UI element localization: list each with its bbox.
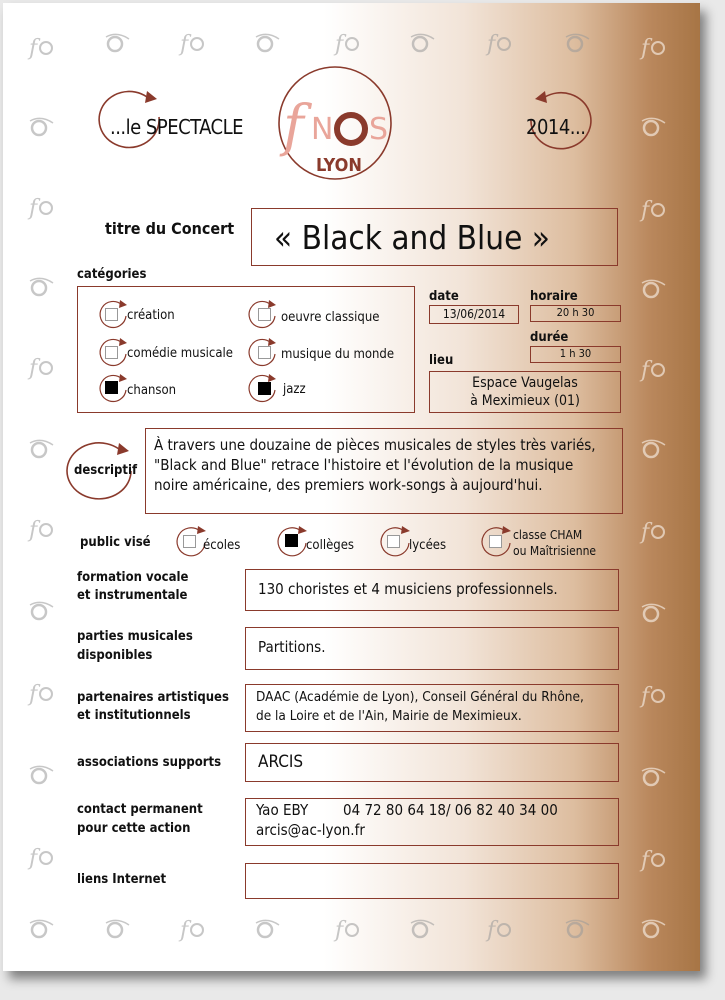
description-line2: "Black and Blue" retrace l'histoire et l'évolution de la musique (154, 456, 574, 474)
fc-watermark-icon (27, 679, 55, 707)
svg-text:f: f (335, 32, 344, 57)
partenaires-value1: DAAC (Académie de Lyon), Conseil Général du Rhône, (256, 689, 584, 705)
fc-watermark-icon (485, 29, 513, 57)
fc-watermark-icon (639, 599, 667, 627)
associations-label: associations supports (77, 755, 222, 770)
audience-cham-label1: classe CHAM (513, 528, 583, 542)
checkbox-oeuvre-classique[interactable] (258, 308, 271, 321)
public-vise-label: public visé (80, 535, 151, 550)
horaire-label: horaire (530, 289, 578, 304)
svg-text:f: f (641, 848, 650, 873)
fc-watermark-icon (639, 113, 667, 141)
fc-watermark-icon (103, 29, 131, 57)
checkbox-comedie-musicale[interactable] (105, 346, 118, 359)
svg-text:f: f (29, 682, 38, 707)
contact-email[interactable]: arcis@ac-lyon.fr (256, 821, 365, 839)
logo-city: LYON (316, 155, 362, 176)
year-label: 2014... (526, 115, 586, 139)
fc-watermark-icon (27, 193, 55, 221)
fc-watermark-icon (27, 915, 55, 943)
fc-watermark-icon (103, 915, 131, 943)
lieu-label: lieu (429, 353, 454, 368)
svg-text:S: S (369, 112, 389, 147)
fc-watermark-icon (639, 681, 667, 709)
spectacle-label: ...le SPECTACLE (110, 115, 243, 139)
partenaires-value2: de la Loire et de l'Ain, Mairie de Meximieux. (256, 708, 522, 724)
checkbox-colleges[interactable] (285, 534, 298, 547)
contact-label2: pour cette action (77, 821, 191, 836)
partenaires-label1: partenaires artistiques (77, 690, 229, 705)
fc-watermark-icon (27, 33, 55, 61)
fc-watermark-icon (408, 29, 436, 57)
fc-watermark-icon (639, 845, 667, 873)
fc-watermark-icon (27, 761, 55, 789)
formation-label2: et instrumentale (77, 588, 188, 603)
fc-watermark-icon (27, 113, 55, 141)
concert-title-label: titre du Concert (105, 219, 235, 238)
category-creation-label: création (127, 308, 175, 323)
fc-watermark-icon (639, 275, 667, 303)
description-line1: À travers une douzaine de pièces musicales de styles très variés, (154, 436, 596, 454)
date-label: date (429, 289, 459, 304)
fc-watermark-icon (639, 915, 667, 943)
fc-watermark-icon (408, 915, 436, 943)
fc-watermark-icon (563, 29, 591, 57)
fc-watermark-icon (639, 763, 667, 791)
checkbox-jazz[interactable] (258, 382, 271, 395)
svg-text:f: f (487, 918, 496, 943)
svg-text:f: f (180, 32, 189, 57)
liens-value (245, 863, 619, 899)
fc-watermark-icon (27, 843, 55, 871)
checkbox-creation[interactable] (105, 308, 118, 321)
svg-text:f: f (487, 32, 496, 57)
svg-text:f: f (29, 846, 38, 871)
audience-ecoles-label: écoles (203, 538, 241, 553)
fc-watermark-icon (333, 29, 361, 57)
category-musique-du-monde-label: musique du monde (281, 347, 395, 362)
checkbox-ecoles[interactable] (183, 535, 196, 548)
audience-lycees-label: lycées (409, 538, 447, 553)
parties-label1: parties musicales (77, 629, 193, 644)
audience-cham-label2: ou Maîtrisienne (513, 544, 597, 558)
parties-value: Partitions. (245, 627, 619, 670)
svg-text:f: f (283, 94, 304, 159)
audience-colleges-label: collèges (306, 538, 355, 553)
fc-watermark-icon (639, 195, 667, 223)
svg-text:f: f (29, 518, 38, 543)
fc-watermark-icon (639, 435, 667, 463)
svg-text:f: f (29, 356, 38, 381)
svg-text:f: f (29, 196, 38, 221)
formation-value: 130 choristes et 4 musiciens professionnels. (245, 569, 619, 611)
fc-watermark-icon (639, 517, 667, 545)
fc-watermark-icon (27, 273, 55, 301)
svg-text:f: f (335, 918, 344, 943)
fc-watermark-icon (485, 915, 513, 943)
fc-watermark-icon (27, 515, 55, 543)
fc-watermark-icon (639, 33, 667, 61)
parties-label2: disponibles (77, 648, 153, 663)
fc-watermark-icon (178, 29, 206, 57)
date-value: 13/06/2014 (429, 305, 519, 324)
descriptif-label: descriptif (74, 463, 138, 478)
duree-label: durée (530, 330, 569, 345)
categories-heading: catégories (77, 267, 147, 282)
fc-watermark-icon (639, 355, 667, 383)
svg-text:f: f (180, 918, 189, 943)
category-comedie-musicale-label: comédie musicale (127, 346, 233, 361)
fc-watermark-icon (253, 915, 281, 943)
lieu-line1: Espace Vaugelas (472, 375, 578, 391)
svg-text:f: f (641, 36, 650, 61)
program-sheet (3, 3, 700, 971)
svg-text:f: f (641, 520, 650, 545)
checkbox-chanson[interactable] (105, 381, 118, 394)
horaire-value: 20 h 30 (530, 305, 621, 322)
description-line3: noire américaine, des premiers work-songs à aujourd'hui. (154, 476, 543, 494)
category-oeuvre-classique-label: oeuvre classique (281, 310, 380, 325)
fc-watermark-icon (563, 915, 591, 943)
fc-watermark-icon (27, 353, 55, 381)
formation-label1: formation vocale (77, 570, 189, 585)
checkbox-lycees[interactable] (387, 535, 400, 548)
fc-watermark-icon (27, 597, 55, 625)
svg-text:N: N (311, 112, 334, 147)
duree-value: 1 h 30 (530, 346, 621, 363)
partenaires-label2: et institutionnels (77, 708, 191, 723)
checkbox-musique-du-monde[interactable] (258, 346, 271, 359)
svg-text:f: f (641, 358, 650, 383)
fc-watermark-icon (253, 29, 281, 57)
contact-name: Yao EBY (256, 801, 309, 819)
fc-watermark-icon (178, 915, 206, 943)
lieu-line2: à Meximieux (01) (470, 393, 580, 409)
contact-phone: 04 72 80 64 18/ 06 82 40 34 00 (343, 801, 558, 819)
associations-value: ARCIS (245, 743, 619, 782)
category-jazz-label: jazz (283, 382, 306, 397)
fc-watermark-icon (333, 915, 361, 943)
concert-title-value: « Black and Blue » (251, 208, 618, 266)
contact-label1: contact permanent (77, 802, 203, 817)
fc-watermark-icon (27, 435, 55, 463)
checkbox-classe-cham[interactable] (489, 535, 502, 548)
svg-text:f: f (29, 36, 38, 61)
svg-text:f: f (641, 198, 650, 223)
svg-text:f: f (641, 684, 650, 709)
category-chanson-label: chanson (127, 383, 177, 398)
liens-label: liens Internet (77, 872, 167, 887)
